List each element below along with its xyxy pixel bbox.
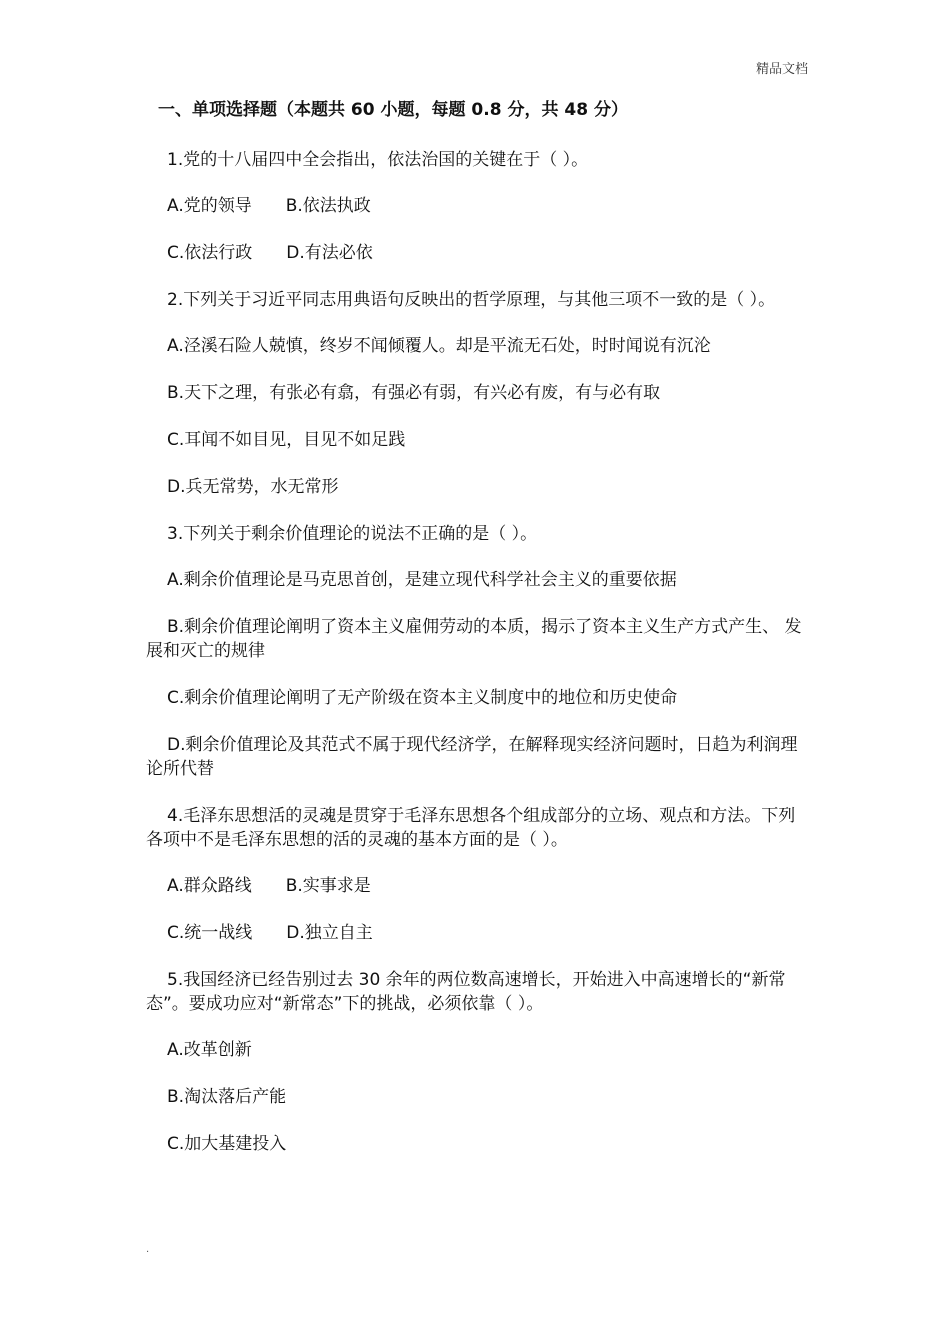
option-c: C.统一战线 bbox=[167, 923, 253, 943]
question-stem: 5.我国经济已经告别过去 30 余年的两位数高速增长，开始进入中高速增长的“新常态”。要成功应对“新常态”下的挑战，必须依靠（ ）。 bbox=[146, 970, 786, 1014]
section-title: 一、单项选择题（本题共 60 小题，每题 0.8 分，共 48 分） bbox=[158, 100, 628, 120]
header-watermark: 精品文档 bbox=[755, 62, 808, 77]
option-c: C.加大基建投入 bbox=[167, 1134, 287, 1154]
option-c: C.剩余价值理论阐明了无产阶级在资本主义制度中的地位和历史使命 bbox=[167, 688, 678, 708]
question-3 bbox=[146, 522, 812, 781]
option-a: A.党的领导 bbox=[167, 196, 252, 216]
option-row bbox=[146, 874, 812, 898]
question-stem: 2.下列关于习近平同志用典语句反映出的哲学原理，与其他三项不一致的是（ ）。 bbox=[167, 290, 776, 310]
option-d: D.兵无常势，水无常形 bbox=[167, 477, 339, 497]
option-c: C.依法行政 bbox=[167, 243, 253, 263]
option-row bbox=[146, 194, 812, 218]
option-b: B.实事求是 bbox=[285, 876, 371, 896]
exam-content bbox=[146, 98, 812, 1179]
option-a: A.群众路线 bbox=[167, 876, 252, 896]
option-c: C.耳闻不如目见，目见不如足践 bbox=[167, 430, 406, 450]
option-d: D.有法必依 bbox=[286, 243, 373, 263]
option-b: B.剩余价值理论阐明了资本主义雇佣劳动的本质，揭示了资本主义生产方式产生、 发展和灭亡的规律 bbox=[146, 617, 802, 661]
option-b: B.淘汰落后产能 bbox=[167, 1087, 287, 1107]
question-2 bbox=[146, 288, 812, 499]
question-stem: 1.党的十八届四中全会指出，依法治国的关键在于（ ）。 bbox=[167, 150, 589, 170]
option-a: A.剩余价值理论是马克思首创，是建立现代科学社会主义的重要依据 bbox=[167, 570, 677, 590]
question-stem: 4.毛泽东思想活的灵魂是贯穿于毛泽东思想各个组成部分的立场、观点和方法。下列各项中不是毛泽东思想的活的灵魂的基本方面的是（ ）。 bbox=[146, 806, 796, 850]
option-a: A.改革创新 bbox=[167, 1040, 252, 1060]
question-5 bbox=[146, 968, 812, 1156]
question-stem: 3.下列关于剩余价值理论的说法不正确的是（ ）。 bbox=[167, 524, 538, 544]
option-row bbox=[146, 241, 812, 265]
option-a: A.泾溪石险人兢慎，终岁不闻倾覆人。却是平流无石处，时时闻说有沉沦 bbox=[167, 336, 711, 356]
option-b: B.依法执政 bbox=[285, 196, 371, 216]
option-b: B.天下之理，有张必有翕，有强必有弱，有兴必有废，有与必有取 bbox=[167, 383, 661, 403]
question-4 bbox=[146, 804, 812, 945]
footer-mark: . bbox=[146, 1244, 150, 1255]
option-d: D.剩余价值理论及其范式不属于现代经济学，在解释现实经济问题时，日趋为利润理论所代替 bbox=[146, 735, 798, 779]
question-1 bbox=[146, 148, 812, 265]
option-d: D.独立自主 bbox=[286, 923, 373, 943]
option-row bbox=[146, 921, 812, 945]
